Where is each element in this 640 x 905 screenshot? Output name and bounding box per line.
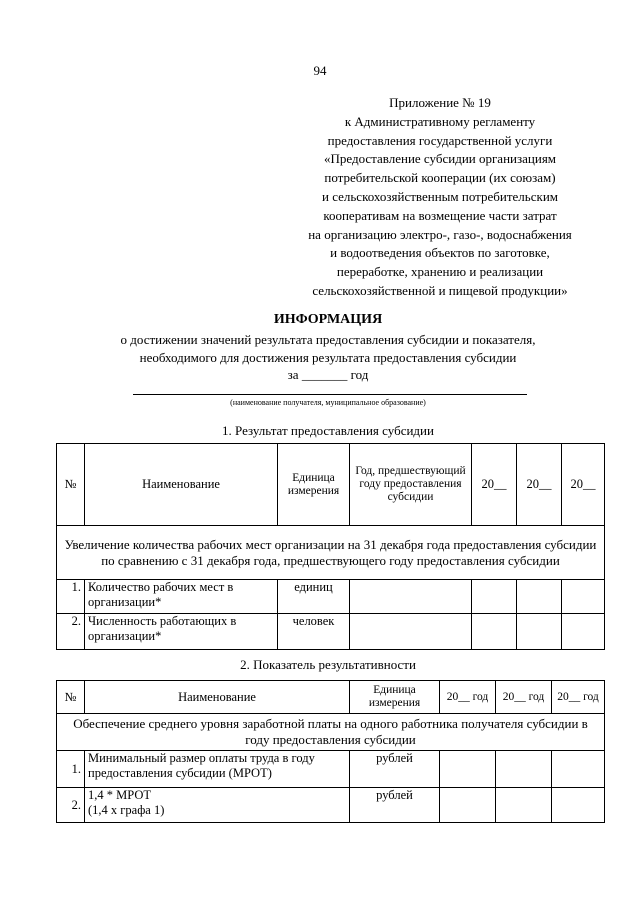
- table-row: [57, 614, 605, 650]
- document-title: ИНФОРМАЦИЯ: [273, 312, 383, 327]
- subtitle-year-line: за _______ год: [287, 367, 369, 382]
- header-num: №: [57, 444, 85, 526]
- row-num: 1.: [57, 751, 85, 788]
- subtitle-line: о достижении значений результата предоставления субсидии и показателя,: [120, 332, 536, 347]
- row-name-line: (1,4 х графа 1): [88, 803, 165, 817]
- row-name: [85, 788, 350, 823]
- row-num: 2.: [57, 788, 85, 823]
- empty-cell: [552, 751, 605, 788]
- empty-cell: [350, 614, 472, 650]
- empty-cell: [440, 788, 496, 823]
- appendix-line: «Предоставление субсидии организациям: [323, 151, 557, 167]
- section1-title: 1. Результат предоставления субсидии: [222, 423, 434, 438]
- table-row: [57, 580, 605, 614]
- appendix-line: предоставления государственной услуги: [327, 132, 553, 148]
- group-row: [57, 526, 605, 580]
- recipient-blank-line: [133, 394, 527, 395]
- appendix-header: [270, 94, 610, 301]
- header-unit: Единица измерения: [350, 681, 440, 714]
- header-year: 20__ год: [552, 681, 605, 714]
- appendix-line: и сельскохозяйственным потребительским: [321, 188, 558, 204]
- empty-cell: [350, 580, 472, 614]
- appendix-line: сельскохозяйственной и пищевой продукции»: [312, 282, 568, 298]
- section2-title: 2. Показатель результативности: [240, 657, 416, 672]
- header-unit: Единица измерения: [278, 444, 350, 526]
- header-name: Наименование: [85, 444, 278, 526]
- header-num: №: [57, 681, 85, 714]
- row-name: Количество рабочих мест в организации*: [85, 580, 278, 614]
- header-year: 20__: [517, 444, 562, 526]
- group-text: Увеличение количества рабочих мест организации на 31 декабря года предоставления субсидии по сравнению с 31 декабря года, предшествующего году предоставления субсидии: [57, 526, 605, 580]
- empty-cell: [472, 580, 517, 614]
- empty-cell: [562, 614, 605, 650]
- header-prev-year: Год, предшествующий году предоставления субсидии: [350, 444, 472, 526]
- empty-cell: [552, 788, 605, 823]
- subtitle-line: необходимого для достижения результата предоставления субсидии: [139, 349, 517, 365]
- appendix-line: переработке, хранению и реализации: [336, 264, 544, 280]
- recipient-caption: (наименование получателя, муниципальное образование): [230, 398, 426, 407]
- appendix-line: кооперативам на возмещение части затрат: [323, 207, 557, 223]
- header-year: 20__ год: [496, 681, 552, 714]
- table-header-row: [57, 444, 605, 526]
- row-unit: единиц: [278, 580, 350, 614]
- header-year: 20__ год: [440, 681, 496, 714]
- row-num: 1.: [57, 580, 85, 614]
- row-unit: человек: [278, 614, 350, 650]
- page-number: 94: [313, 63, 327, 78]
- empty-cell: [517, 580, 562, 614]
- appendix-line: Приложение № 19: [389, 95, 491, 110]
- row-unit: рублей: [350, 788, 440, 823]
- result-table: [56, 443, 605, 650]
- row-unit: рублей: [350, 751, 440, 788]
- header-year: 20__: [472, 444, 517, 526]
- row-name: Численность работающих в организации*: [85, 614, 278, 650]
- empty-cell: [496, 751, 552, 788]
- appendix-line: на организацию электро-, газо-, водоснабжения: [308, 226, 572, 242]
- header-name: Наименование: [85, 681, 350, 714]
- header-year: 20__: [562, 444, 605, 526]
- group-text: Обеспечение среднего уровня заработной платы на одного работника получателя субсидии в году предоставления субсидии: [57, 714, 605, 751]
- empty-cell: [517, 614, 562, 650]
- empty-cell: [562, 580, 605, 614]
- table-row: [57, 751, 605, 788]
- row-num: 2.: [57, 614, 85, 650]
- empty-cell: [440, 751, 496, 788]
- document-subtitle: [0, 331, 640, 384]
- empty-cell: [472, 614, 517, 650]
- appendix-line: потребительской кооперации (их союзам): [324, 170, 556, 186]
- table-row: [57, 788, 605, 823]
- empty-cell: [496, 788, 552, 823]
- indicator-table: [56, 680, 605, 823]
- appendix-line: и водоотведения объектов по заготовке,: [330, 245, 550, 261]
- group-row: [57, 714, 605, 751]
- appendix-line: к Административному регламенту: [344, 113, 536, 129]
- row-name: Минимальный размер оплаты труда в году предоставления субсидии (МРОТ): [85, 751, 350, 788]
- row-name-line: 1,4 * МРОТ: [88, 788, 152, 802]
- table-header-row: [57, 681, 605, 714]
